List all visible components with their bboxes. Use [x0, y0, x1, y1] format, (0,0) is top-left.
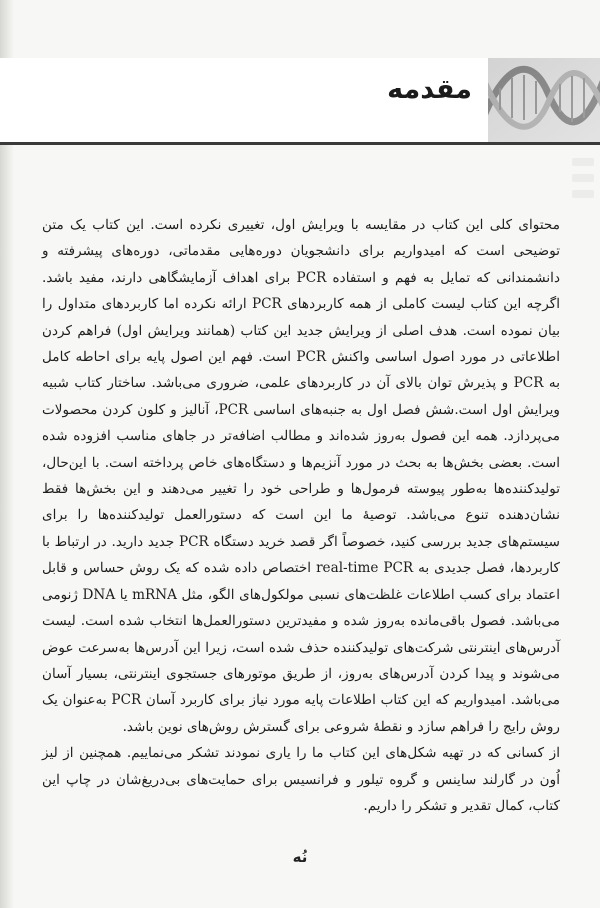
body-paragraph-1: محتوای کلی این کتاب در مقایسه با ویرایش اول، تغییری نکرده است. این کتاب یک متن توضیحی است که امیدواریم برای دانشجویان دوره‌هایی مقدماتی، دوره‌های پیشرفته و دانشمندانی که تمایل به فهم و استفاده PCR برای اهداف آزمایشگاهی دارند، مفید باشد. اگرچه این کتاب لیست کاملی از همه کاربردهای PCR ارائه نکرده اما کاربردهای متداول را بیان نموده است. هدف اصلی از ویرایش جدید این کتاب (همانند ویرایش اول) فراهم کردن اطلاعاتی در مورد اصول اساسی واکنش PCR است. فهم این اصول پایه برای احاطه کامل به PCR و پذیرش توان بالای آن در کاربردهای علمی، ضروری می‌باشد. ساختار کتاب شبیه ویرایش اول است.شش فصل اول به جنبه‌های اساسی PCR، آنالیز و کلون کردن محصولات می‌پردازد. همه این فصول به‌روز شده‌اند و مطالب اضافه‌تر در جاهای مناسب افزوده شده است. بعضی بخش‌ها به بحث در مورد آنزیم‌ها و دستگاه‌های خاص پرداخته است. با این‌حال، تولیدکننده‌ها به‌طور پیوسته فرمول‌ها و طراحی خود را تغییر می‌دهند و این بخش‌ها فقط نشان‌دهنده تنوع می‌باشد. توصیهٔ ما این است که دستورالعمل تولیدکننده‌ها را برای سیستم‌های جدید بررسی کنید، خصوصاً اگر قصد خرید دستگاه PCR جدید دارید. در ارتباط با کاربردها، فصل جدیدی به real-time PCR اختصاص داده شده که یک روش حساس و قابل اعتماد برای کسب اطلاعات غلظت‌های نسبی مولکول‌های الگو، مثل mRNA یا DNA ژنومی می‌باشد. فصول باقی‌مانده به‌روز شده و مفیدترین دستورالعمل‌ها انتخاب شده است. لیست آدرس‌های اینترنتی شرکت‌های تولیدکننده حذف شده است، زیرا این آدرس‌ها به‌سرعت عوض می‌شوند و پیدا کردن آدرس‌های به‌روز، از طریق موتورهای جستجوی اینترنتی، بسیار آسان می‌باشد. امیدواریم که این کتاب اطلاعات پایه مورد نیاز برای کاربرد آسان PCR به‌عنوان یک روش رایج را فراهم سازد و نقطهٔ شروعی برای گسترش روش‌های نوین باشد. [42, 217, 561, 735]
faint-margin-marks [566, 150, 600, 210]
body-text [42, 212, 560, 819]
margin-mark [572, 174, 594, 182]
chapter-title: مقدمه [387, 74, 472, 105]
dna-helix-icon [488, 48, 600, 142]
body-paragraph-2: از کسانی که در تهیه شکل‌های این کتاب ما را یاری نمودند تشکر می‌نماییم. همچنین از لیز اُون در گارلند ساینس و گروه تیلور و فرانسیس برای حمایت‌های بی‌دریغ‌شان در چاپ این کتاب، کمال تقدیر و تشکر را داریم. [42, 745, 560, 814]
margin-mark [572, 158, 594, 166]
page-number: نُه [292, 848, 308, 866]
margin-mark [572, 190, 594, 198]
